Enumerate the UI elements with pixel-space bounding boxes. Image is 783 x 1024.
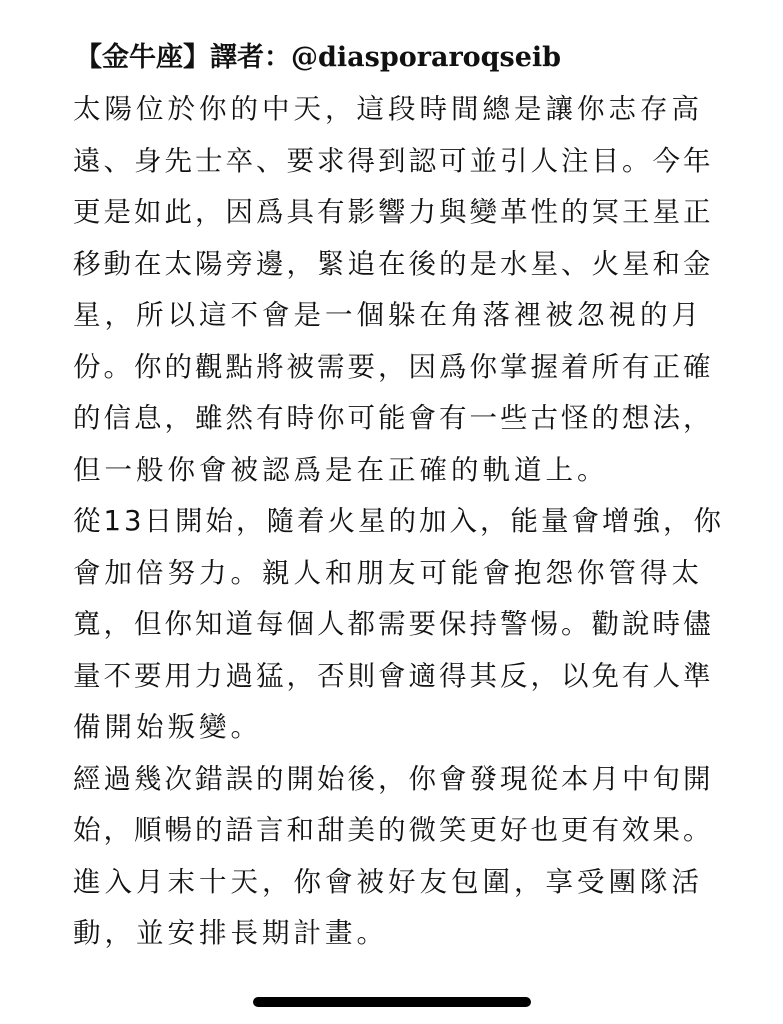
text-line: 量不要用力過猛，否則會適得其反，以免有人準 bbox=[73, 659, 714, 692]
text-line: 太陽位於你的中天，這段時間總是讓你志存高 bbox=[73, 93, 703, 125]
text-line: 經過幾次錯誤的開始後，你會發現從本月中旬開 bbox=[73, 762, 714, 795]
text-line: 份。你的觀點將被需要，因爲你掌握着所有正確 bbox=[73, 350, 714, 383]
text-line: 會加倍努力。親人和朋友可能會抱怨你管得太 bbox=[73, 556, 703, 589]
text-line: 備開始叛變。 bbox=[73, 711, 262, 743]
text-line: 但一般你會被認爲是在正確的軌道上。 bbox=[73, 453, 609, 486]
text-line: 移動在太陽旁邊，緊追在後的是水星、火星和金 bbox=[73, 247, 714, 280]
text-line: 進入月末十天，你會被好友包圍，享受團隊活 bbox=[73, 865, 703, 898]
text-line: 動，並安排長期計畫。 bbox=[73, 917, 388, 949]
document-body bbox=[73, 38, 724, 960]
text-line: 更是如此，因爲具有影響力與變革性的冥王星正 bbox=[73, 196, 714, 228]
text-line: 的信息，雖然有時你可能會有一些古怪的想法， bbox=[73, 402, 714, 434]
document-title: 【金牛座】譯者：@diasporaroqseib bbox=[75, 42, 562, 73]
text-line: 從13日開始，隨着火星的加入，能量會增強，你 bbox=[73, 505, 724, 537]
text-line: 星，所以這不會是一個躲在角落裡被忽視的月 bbox=[73, 299, 703, 331]
text-line: 寬，但你知道每個人都需要保持警惕。勸說時儘 bbox=[73, 608, 714, 640]
text-line: 遠、身先士卒、要求得到認可並引人注目。今年 bbox=[73, 144, 714, 177]
text-line: 始，順暢的語言和甜美的微笑更好也更有效果。 bbox=[73, 814, 714, 846]
home-indicator[interactable] bbox=[253, 997, 531, 1007]
